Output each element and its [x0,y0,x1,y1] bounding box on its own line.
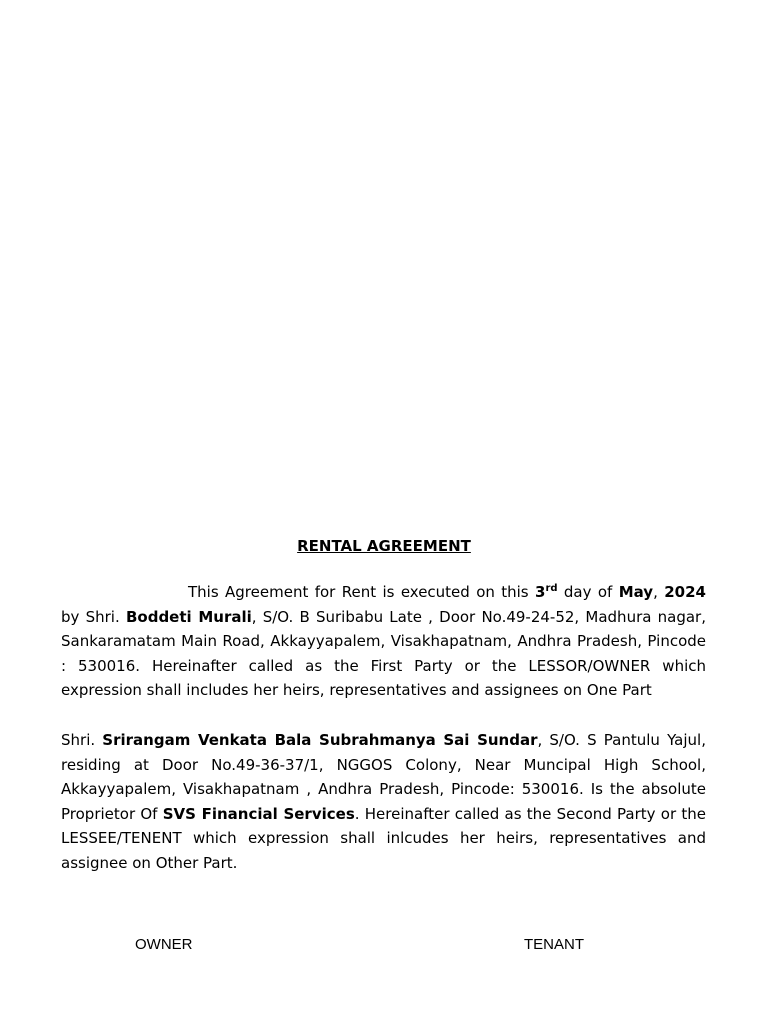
document-title: RENTAL AGREEMENT [297,537,471,555]
owner-name: Boddeti Murali [125,607,252,626]
owner-signature-label: OWNER [135,936,193,953]
tenant-details-end: . Hereinafter called as the Second Party or the LESSEE/TENENT which expression shall inlcudes her heirs, representatives and assignee on Other Part. [61,804,706,872]
tenant-signature-label: TENANT [524,936,584,953]
day-suffix: rd [545,583,558,594]
month-text: May [618,583,654,601]
intro-text: This Agreement for Rent is executed on this [188,583,535,601]
tenant-name: Srirangam Venkata Bala Subrahmanya Sai Sundar [102,731,538,749]
comma-text: , [653,583,665,601]
tenant-details: , S/O. S Pantulu Yajul, residing at Door No.49-36-37/1, NGGOS Colony, Near Muncipal High School, Akkayyapalem, Visakhapatnam , Andhra Pradesh, Pincode: 530016. Is the absolute Proprietor Of [61,731,706,823]
tenant-prefix: Shri. [61,731,103,749]
business-name: SVS Financial Services [162,804,355,823]
second-party-paragraph [61,728,706,876]
year-text: 2024 [664,583,706,601]
first-party-paragraph [61,580,706,703]
day-number: 3 [535,583,546,601]
owner-details: , S/O. B Suribabu Late , Door No.49-24-52, Madhura nagar, Sankaramatam Main Road, Akkayyapalem, Visakhapatnam, Andhra Pradesh, Pincode : 530016. Hereinafter called as the First Party or the LESSOR/OWNER which expression shall includes her heirs, representatives and assignees on One Part [61,607,706,700]
by-text: by Shri. [61,607,126,626]
day-of-text: day of [557,583,619,601]
